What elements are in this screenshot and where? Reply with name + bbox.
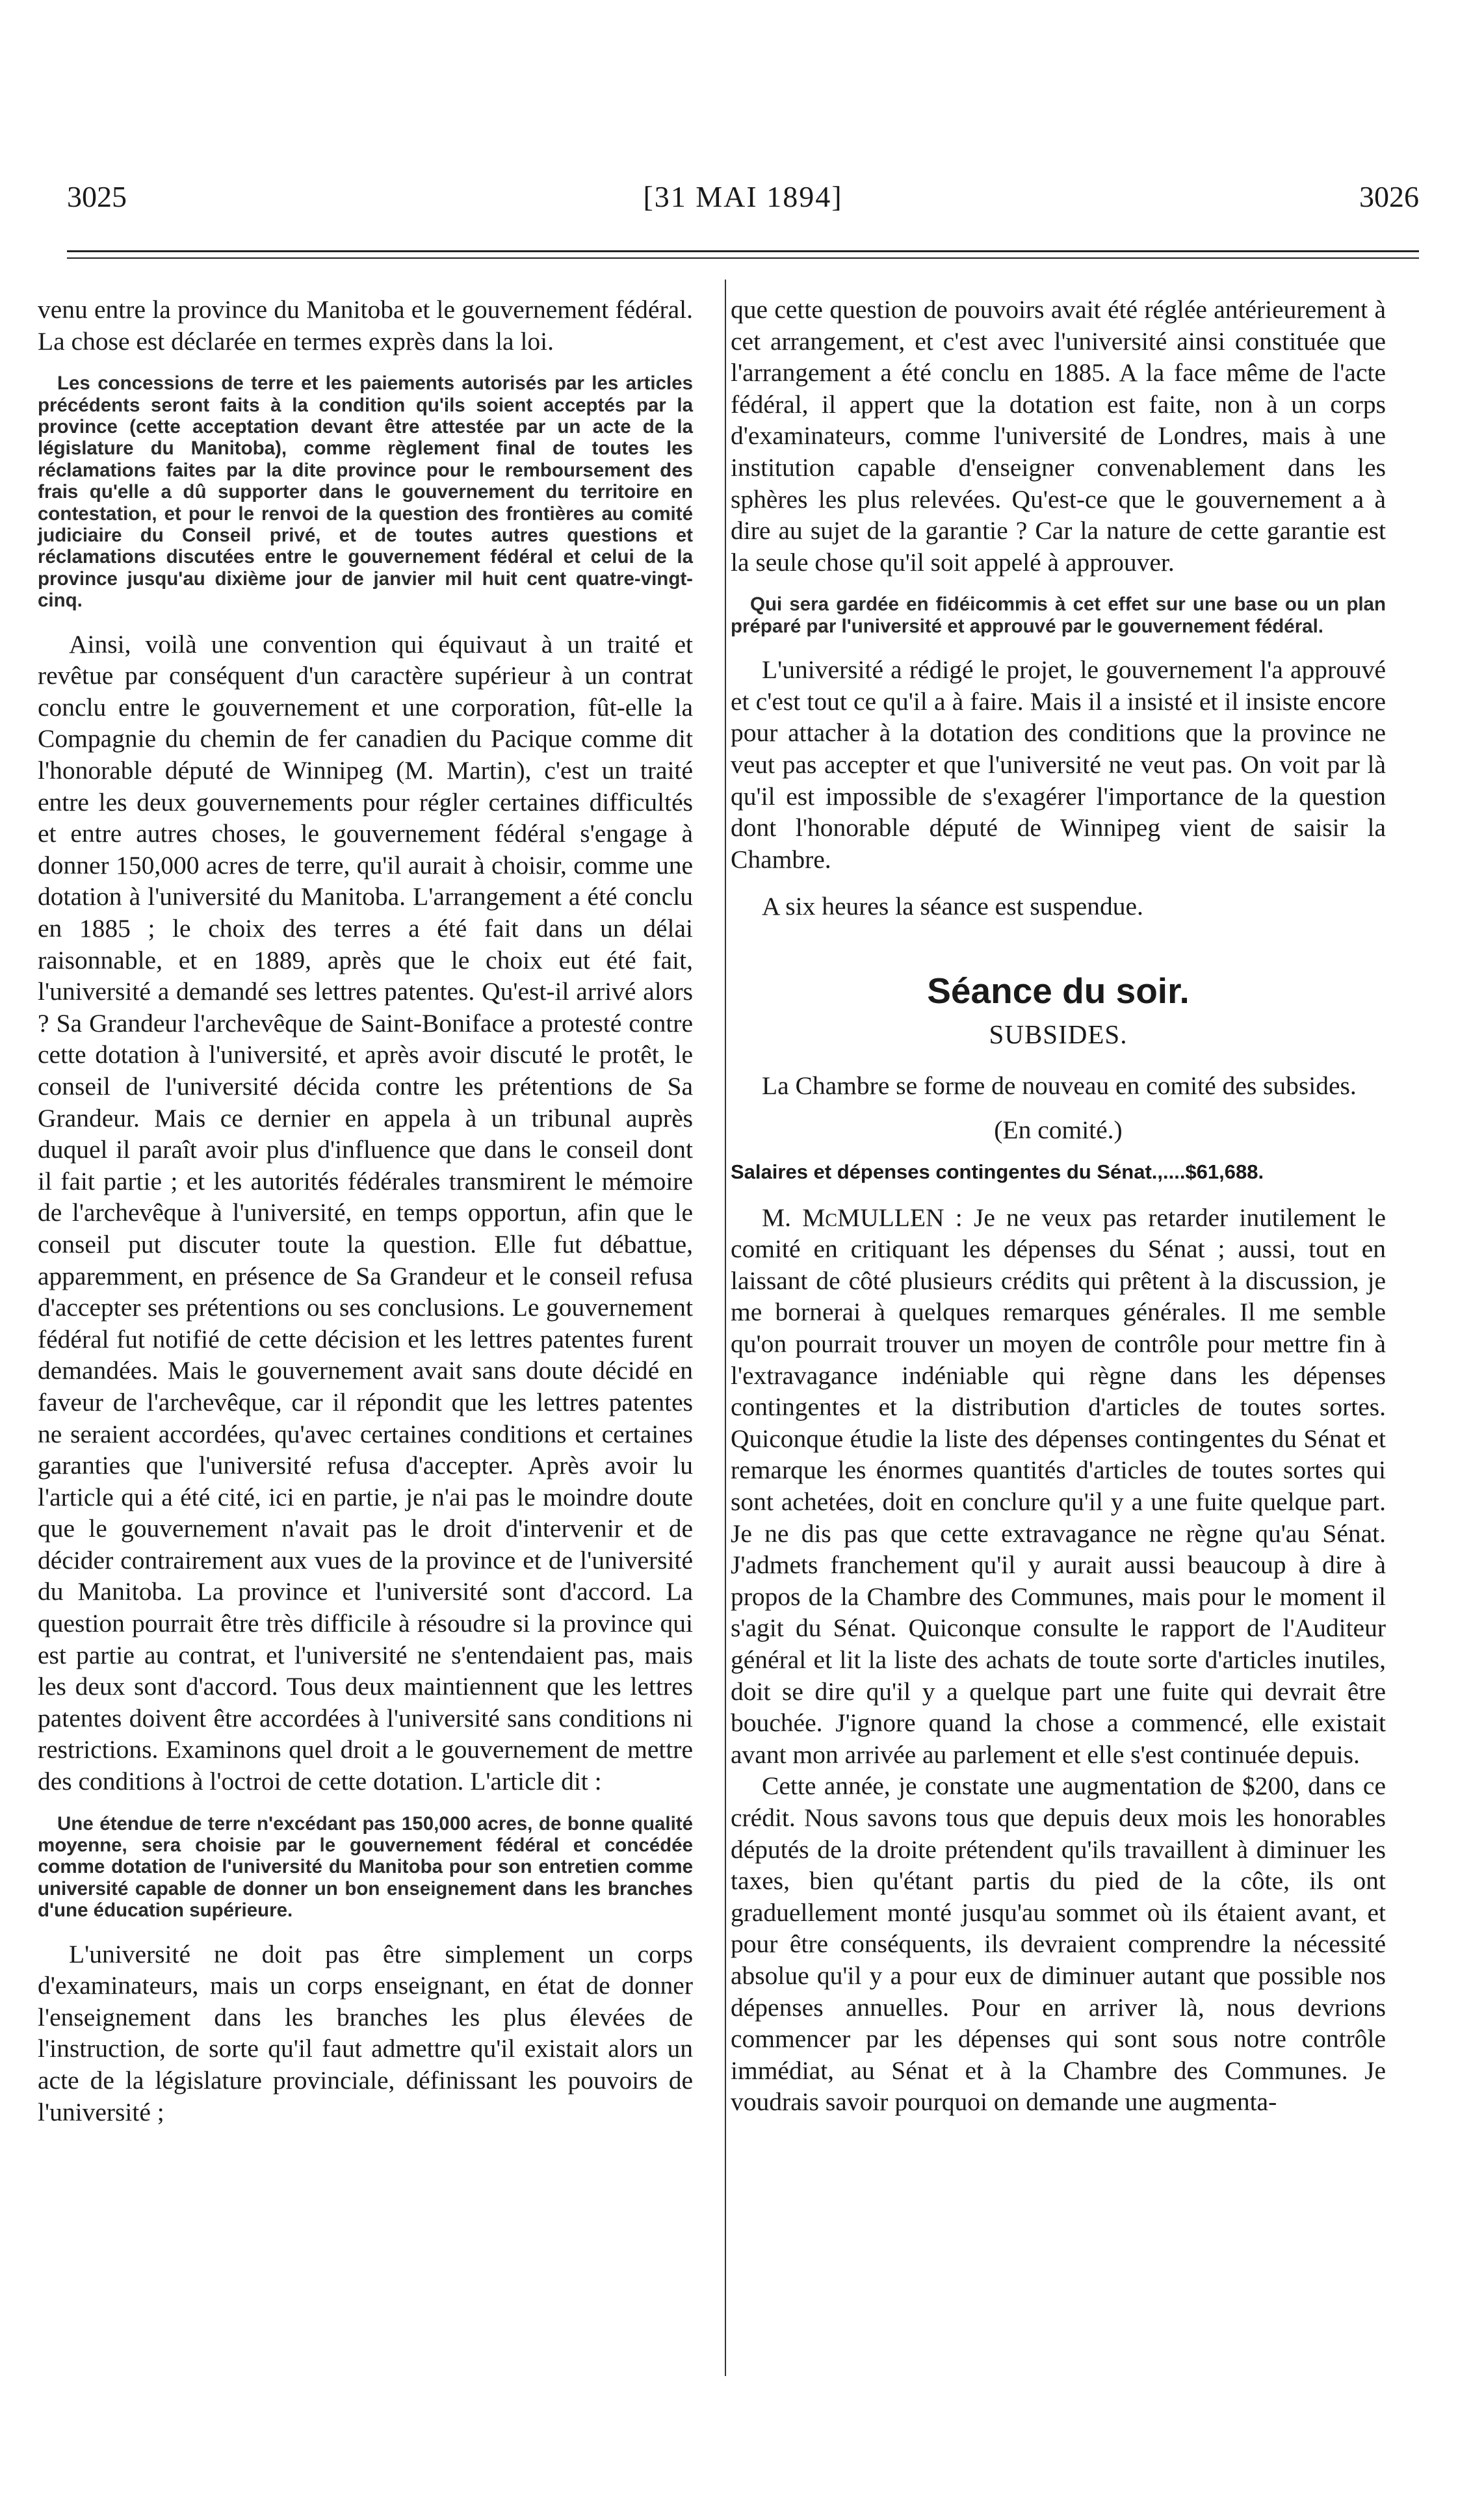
page-header: [67, 179, 1419, 225]
left-column: [38, 294, 693, 2128]
section-subtitle: SUBSIDES.: [989, 1019, 1128, 1049]
speech-paragraph: [731, 1202, 1386, 1771]
paragraph: que cette question de pouvoirs avait été réglée antérieurement à cet arrangement, et c'est avec l'université ainsi constituée que l'arrangement a été conclu en 1885. A la face même de l'acte fédéral, il appert que la dotation est faite, non à un corps d'examinateurs, comme l'université de Londres, mais à une institution capable d'enseigner convenablement dans les sphères les plus relevées. Qu'est-ce que le gouvernement a à dire au sujet de la garantie ? Car la nature de cette garantie est la seule chose qu'il soit appelé à approuver.: [731, 295, 1386, 577]
page-date: [31 MAI 1894]: [643, 180, 843, 213]
quoted-statute: Les concessions de terre et les paiements autorisés par les articles précédents seront faits à la condition qu'ils soient acceptés par la province (cette acceptation devant être attestée par un acte de la législature du Manitoba), comme règlement final de toutes les réclamations faites par la dite province pour le remboursement des frais qu'elle a dû supporter dans le gouvernement du territoire en contestation, et pour le renvoi de la question des frontières au comité judiciaire du Conseil privé, et de toutes autres questions et réclamations discutées entre le gouvernement fédéral et celui de la province jusqu'au dixième jour de janvier mil huit cent quatre-vingt-cinq.: [38, 372, 693, 612]
paragraph: venu entre la province du Manitoba et le gouvernement fédéral. La chose est déclarée en termes exprès dans la loi.: [38, 295, 693, 356]
page-number-left: 3025: [67, 180, 127, 213]
quoted-statute: Une étendue de terre n'excédant pas 150,000 acres, de bonne qualité moyenne, sera choisie par le gouvernement fédéral et concédée comme dotation de l'université du Manitoba pour son entretien comme université capable de donner un bon enseignement dans les branches d'une éducation supérieure.: [38, 1812, 693, 1922]
paragraph: La Chambre se forme de nouveau en comité des subsides.: [762, 1071, 1357, 1100]
speech-text: : Je ne veux pas retarder inutilement le comité en critiquant les dépenses du Sénat ; aussi, tout en laissant de côté plusieurs crédits qui prêtent à la discussion, je me bornerai à quelques remarques générales. Il me semble qu'on pourrait trouver un moyen de contrôle pour mettre fin à l'extravagance indéniable qui règne dans les dépenses contingentes et la distribution d'articles de toutes sortes. Quiconque étudie la liste des dépenses contingentes du Sénat et remarque les énormes quantités d'articles de toutes sortes qui sont achetées, doit en conclure qu'il y a une fuite quelque part. Je ne dis pas que cette extravagance ne règne qu'au Sénat. J'admets franchement qu'il y aurait aussi beaucoup à dire à propos de la Chambre des Communes, mais pour le moment il s'agit du Sénat. Quiconque consulte le rapport de l'Auditeur général et lit la liste des achats de toute sorte d'articles inutiles, doit se dire qu'il y a quelque part une fuite qui devrait être bouchée. J'ignore quand la chose a commencé, elle existait avant mon arrivée au parlement et elle s'est continuée depuis.: [731, 1203, 1386, 1769]
column-divider: [725, 280, 726, 2376]
header-rule-bottom: [67, 257, 1419, 259]
paragraph: L'université a rédigé le projet, le gouvernement l'a approuvé et c'est tout ce qu'il a à faire. Mais il a insisté et il insiste encore pour attacher à la dotation des conditions que la province ne veut pas accepter et que l'université ne veut pas. On voit par là qu'il est impossible de s'exagérer l'importance de la question dont l'honorable député de Winnipeg vient de saisir la Chambre.: [731, 655, 1386, 874]
header-rule-top: [67, 250, 1419, 252]
paragraph: Ainsi, voilà une convention qui équivaut à un traité et revêtue par conséquent d'un caractère supérieur à un contrat conclu entre le gouvernement et une corporation, fût-elle la Compagnie du chemin de fer canadien du Pacique comme dit l'honorable député de Winnipeg (M. Martin), c'est un traité entre les deux gouvernements pour régler certaines difficultés et entre autres choses, le gouvernement fédéral s'engage à donner 150,000 acres de terre, qu'il aurait à choisir, comme une dotation à l'université du Manitoba. L'arrangement a été conclu en 1885 ; le choix des terres a été fait dans un délai raisonnable, et en 1889, après que le choix eut été fait, l'université a demandé ses lettres patentes. Qu'est-il arrivé alors ? Sa Grandeur l'archevêque de Saint-Boniface a protesté contre cette dotation à l'université, et après avoir discuté le protêt, le conseil de l'université décida contre les prétentions de Sa Grandeur. Mais ce dernier en appela à un tribunal auprès duquel il paraît avoir plus d'influence que dans le conseil dont il fait partie ; et les autorités fédérales transmirent le mémoire de l'archevêque à l'université, en temps opportun, afin que le conseil put discuter toute la question. Elle fut débattue, apparemment, en présence de Sa Grandeur et le conseil refusa d'accepter ses prétentions ou ses conclusions. Le gouvernement fédéral fut notifié de cette décision et les lettres patentes furent demandées. Mais le gouvernement avait sans doute décidé en faveur de l'archevêque, car il répondit que les lettres patentes ne seraient accordées, qu'avec certaines conditions et certaines garanties que l'université refusa d'accepter. Après avoir lu l'article qui a été cité, ici en partie, je n'ai pas le moindre doute que le gouvernement n'avait pas le droit d'intervenir et de décider contrairement aux vues de la province et de l'université du Manitoba. La province et l'université sont d'accord. La question pourrait être très difficile à résoudre si la province qui est partie au contrat, et l'université ne s'entendaient pas, mais les deux sont d'accord. Tous deux maintiennent que les lettres patentes doivent être accordées à l'université sans conditions ni restrictions. Examinons quel droit a le gouvernement de mettre des conditions à l'octroi de cette dotation. L'article dit :: [38, 629, 693, 1796]
section-title: Séance du soir.: [927, 970, 1190, 1011]
budget-item: Salaires et dépenses contingentes du Sénat.,....$61,688.: [731, 1160, 1264, 1183]
quoted-statute: Qui sera gardée en fidéicommis à cet effet sur une base ou un plan préparé par l'université et approuvé par le gouvernement fédéral.: [731, 594, 1386, 637]
paragraph: A six heures la séance est suspendue.: [762, 892, 1143, 921]
committee-note: (En comité.): [994, 1116, 1123, 1145]
paragraph: L'université ne doit pas être simplement un corps d'examinateurs, mais un corps enseignant, en état de donner l'enseignement dans les branches les plus élevées de l'instruction, de sorte qu'il faut admettre qu'il existait alors un acte de la législature provinciale, définissant les pouvoirs de l'université ;: [38, 1939, 693, 2126]
paragraph: Cette année, je constate une augmentation de $200, dans ce crédit. Nous savons tous que depuis deux mois les honorables députés de la droite prétendent qu'ils travaillent à diminuer les taxes, bien qu'étant partis du pied de la côte, ils ont graduellement monté jusqu'au sommet où ils étaient avant, et pour être conséquents, ils devraient comprendre la nécessité absolue qu'il y a pour eux de diminuer autant que possible nos dépenses annuelles. Pour en arriver là, nous devrions commencer par les dépenses qui sont sous notre contrôle immédiat, au Sénat et à la Chambre des Communes. Je voudrais savoir pourquoi on demande une augmenta-: [731, 1771, 1386, 2117]
right-column: [731, 294, 1386, 2118]
speaker-name: M. McMULLEN: [762, 1203, 944, 1232]
page-number-right: 3026: [1359, 180, 1419, 213]
